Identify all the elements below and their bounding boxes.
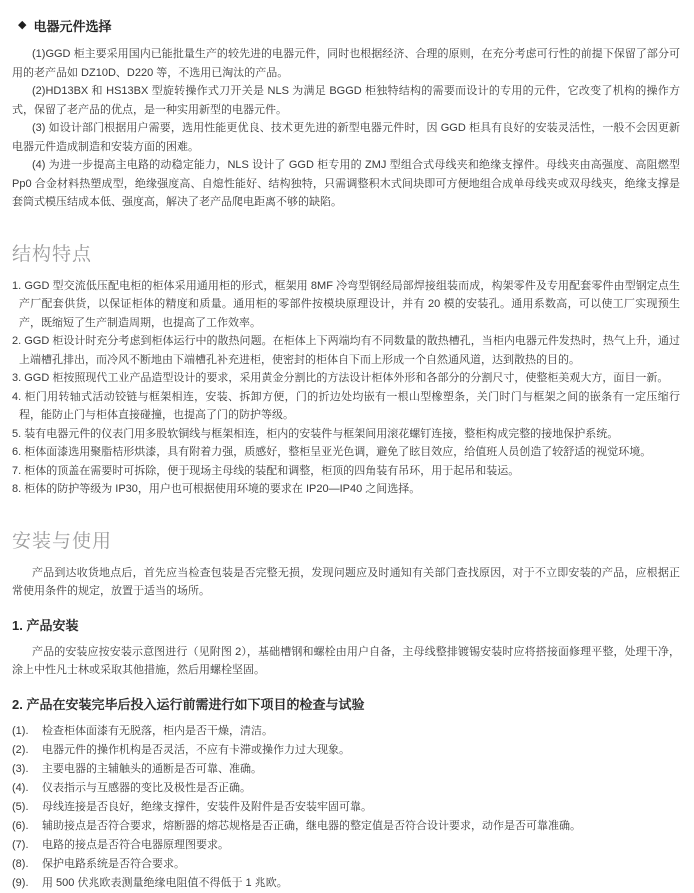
- feature-item-2: 2. GGD 柜设计时充分考虑到柜体运行中的散热问题。在柜体上下两端均有不同数量的散热槽孔，当柜内电器元件发热时，热气上升，通过上端槽孔排出，而冷风不断地由下端槽孔补充进柜，使密封的柜体自下而上形成一个自然通风道，达到散热的目的。: [12, 335, 680, 366]
- paragraph-component-3: (3) 如设计部门根据用户需要，选用性能更优良、技术更先进的新型电器元件时，因 GGD 柜具有良好的安装灵活性，一般不会因更新电器元件造成制造和安装方面的困难。: [12, 122, 680, 153]
- check-item-2: [12, 741, 680, 760]
- feature-item-7: 7. 柜体的顶盖在需要时可拆除，便于现场主母线的装配和调整，柜顶的四角装有吊环，用于起吊和装运。: [12, 464, 520, 477]
- feature-item-1: 1. GGD 型交流低压配电柜的柜体采用通用柜的形式，框架用 8MF 冷弯型钢经局部焊接组装而成，构架零件及专用配套零件由型钢定点生产厂配套供货，以保证柜体的精度和质量。通用柜的零部件按模块原理设计，并有 20 模的安装孔。通用系数高，可以使工厂实现预生产，既缩短了生产制造周期，也提高了工作效率。: [12, 279, 680, 329]
- check-text: 辅助接点是否符合要求，熔断器的熔芯规格是否正确，继电器的整定值是否符合设计要求，动作是否可靠准确。: [42, 819, 581, 832]
- check-item-8: [12, 855, 680, 874]
- check-item-6: [12, 817, 680, 836]
- check-item-7: [12, 836, 680, 855]
- check-item-9: [12, 874, 680, 893]
- check-number: (2).: [12, 743, 29, 756]
- check-number: (8).: [12, 857, 29, 870]
- check-item-4: [12, 779, 680, 798]
- check-number: (4).: [12, 781, 29, 794]
- check-number: (7).: [12, 838, 29, 851]
- check-number: (3).: [12, 762, 29, 775]
- check-number: (9).: [12, 876, 29, 889]
- installation-intro: 产品到达收货地点后，首先应当检查包装是否完整无损，发现问题应及时通知有关部门查找原因，对于不立即安装的产品，应根据正常使用条件的规定，放置于适当的场所。: [12, 566, 680, 597]
- product-installation-body: 产品的安装应按安装示意图进行（见附图 2），基础槽钢和螺栓由用户自备，主母线整排镀锡安装时应将搭接面修理平整，处理干净，涂上中性凡士林或采取其他措施，然后用螺栓坚固。: [12, 645, 680, 676]
- feature-item-8: 8. 柜体的防护等级为 IP30，用户也可根据使用环境的要求在 IP20—IP40 之间选择。: [12, 483, 421, 495]
- check-text: 电器元件的操作机构是否灵活，不应有卡滞或操作力过大现象。: [42, 743, 350, 756]
- paragraph-component-1: (1)GGD 柜主要采用国内已能批量生产的较先进的电器元件，同时也根据经济、合理的原则，在充分考虑可行性的前提下保留了部分可用的老产品如 DZ10D、D220 等，不选用已淘汰的产品。: [12, 48, 680, 79]
- feature-item-4: 4. 柜门用转轴式活动铰链与框架相连，安装、拆卸方便，门的折边处均嵌有一根山型橡塑条，关门时门与框架之间的嵌条有一定压缩行程，能防止门与柜体直接碰撞，也提高了门的防护等级。: [12, 390, 680, 421]
- section-title-text: 电器元件选择: [33, 19, 112, 34]
- check-text: 仪表指示与互感器的变比及极性是否正确。: [42, 781, 251, 794]
- check-item-5: [12, 798, 680, 817]
- section-title-electrical-components: [18, 16, 680, 35]
- section-title-installation-use: 安装与使用: [12, 530, 113, 552]
- sub-title-product-installation: 1. 产品安装: [12, 617, 79, 633]
- diamond-bullet-icon: ◆: [18, 19, 27, 31]
- feature-item-6: 6. 柜体面漆选用聚脂桔形烘漆，具有附着力强，质感好，整柜呈亚光色调，避免了眩目效应，给值班人员创造了较舒适的视觉环境。: [12, 446, 652, 458]
- check-number: (1).: [12, 724, 29, 737]
- section-title-structural-features: 结构特点: [12, 243, 93, 265]
- paragraph-component-2: (2)HD13BX 和 HS13BX 型旋转操作式刀开关是 NLS 为满足 BGGD 柜独特结构的需要而设计的专用的元件，它改变了机构的操作方式，保留了老产品的优点，是一种实用新型的电器元件。: [12, 85, 680, 116]
- check-number: (5).: [12, 800, 29, 813]
- check-item-3: [12, 760, 680, 779]
- check-text: 电路的接点是否符合电器原理图要求。: [42, 838, 229, 851]
- check-text: 检查柜体面漆有无脱落，柜内是否干燥，清洁。: [42, 724, 273, 737]
- feature-item-5: 5. 装有电器元件的仪表门用多股软铜线与框架相连，柜内的安装件与框架间用滚花螺钉连接，整柜构成完整的接地保护系统。: [12, 427, 619, 440]
- paragraph-component-4: (4) 为进一步提高主电路的动稳定能力，NLS 设计了 GGD 柜专用的 ZMJ 型组合式母线夹和绝缘支撑件。母线夹由高强度、高阻燃型 Pp0 合金材料热塑成型，绝缘强度高、自熄性能好、结构独特，只需调整积木式间块即可方便地组合成单母线夹或双母线夹，绝缘支撑是套筒式模压结成本低、强度高，解决了老产品爬电距离不够的缺陷。: [12, 159, 680, 208]
- sub-title-pre-operation-checks: 2. 产品在安装完毕后投入运行前需进行如下项目的检查与试验: [12, 696, 365, 712]
- check-text: 母线连接是否良好，绝缘支撑件，安装件及附件是否安装牢固可靠。: [42, 800, 372, 813]
- check-text: 主要电器的主辅触头的通断是否可靠、准确。: [42, 762, 262, 775]
- check-text: 保护电路系统是否符合要求。: [42, 857, 185, 870]
- check-number: (6).: [12, 819, 29, 832]
- check-item-1: [12, 722, 680, 741]
- check-text: 用 500 伏兆欧表测量绝缘电阻值不得低于 1 兆欧。: [42, 876, 288, 889]
- feature-item-3: 3. GGD 柜按照现代工业产品造型设计的要求，采用黄金分割比的方法设计柜体外形和各部分的分割尺寸，使整柜美观大方，面目一新。: [12, 372, 669, 384]
